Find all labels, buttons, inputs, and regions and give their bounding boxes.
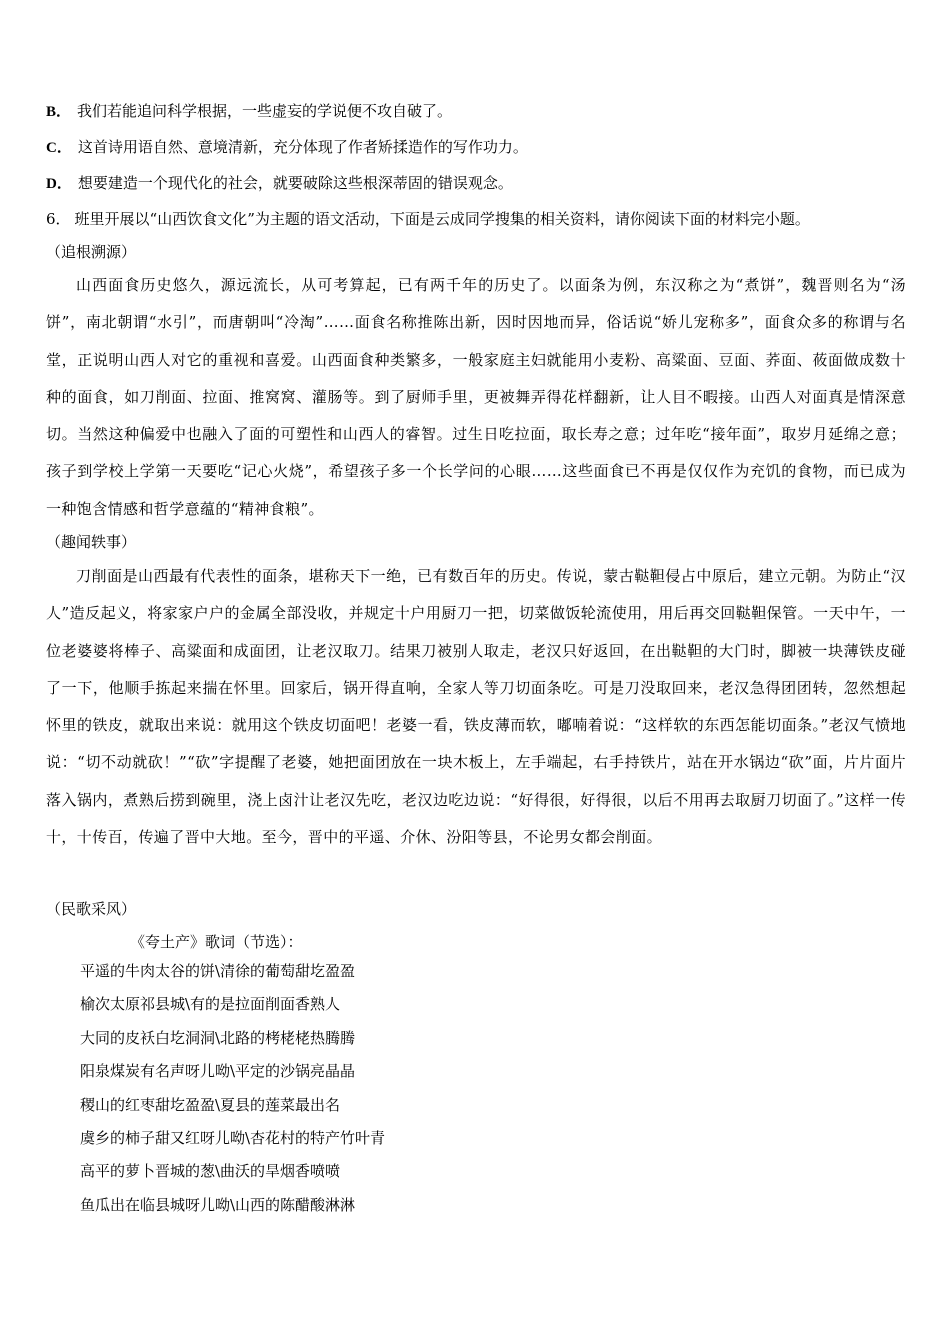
option-text: 这首诗用语自然、意境清新，充分体现了作者矫揉造作的写作功力。 [77,138,528,156]
lyric-line: 阳泉煤炭有名声呀儿呦\平定的沙锅亮晶晶 [80,1062,356,1081]
option-letter: D． [46,176,72,192]
section-heading-origin: （追根溯源） [46,243,137,261]
song-title: 《夸土产》歌词（节选）： [130,933,303,951]
lyrics-list [80,961,385,1228]
lyric-line: 榆次太原祁县城\有的是拉面削面香熟人 [80,995,341,1014]
option-text: 我们若能追问科学根据，一些虚妄的学说便不攻自破了。 [77,102,453,120]
lyric-line: 大同的皮袄白圪洞洞\北路的栲栳栳热腾腾 [80,1028,356,1047]
option-d[interactable] [46,173,513,194]
lyric-line: 高平的萝卜晋城的葱\曲沃的旱烟香喷喷 [80,1162,341,1181]
section-heading-anecdote: （趣闻轶事） [46,533,137,551]
lyric-line: 平遥的牛肉太谷的饼\清徐的葡萄甜圪盈盈 [80,962,356,980]
lyric-line: 稷山的红枣甜圪盈盈\夏县的莲菜最出名 [80,1095,341,1114]
option-text: 想要建造一个现代化的社会，就要破除这些根深蒂固的错误观念。 [77,174,513,192]
option-letter: B． [46,104,72,120]
section-body-origin: 山西面食历史悠久，源远流长，从可考算起，已有两千年的历史了。以面条为例，东汉称之为“煮饼”，魏晋则名为“汤饼”，南北朝谓“水引”，而唐朝叫“冷淘”……面食名称推陈出新，因时因地而异，俗话说“娇儿宠称多”，面食众多的称谓与名堂，正说明山西人对它的重视和喜爱。山西面食种类繁多，一般家庭主妇就能用小麦粉、高粱面、豆面、荞面、莜面做成数十种的面食，如刀削面、拉面、推窝窝、灌肠等。到了厨师手里，更被舞弄得花样翻新，让人目不暇接。山西人对面真是情深意切。当然这种偏爱中也融入了面的可塑性和山西人的睿智。过生日吃拉面，取长寿之意；过年吃“接年面”，取岁月延绵之意；孩子到学校上学第一天要吃“记心火烧”，希望孩子多一个长学问的心眼……这些面食已不再是仅仅作为充饥的食物，而已成为一种饱含情感和哲学意蕴的“精神食粮”。 [46,276,906,518]
option-b[interactable] [46,101,452,122]
question-number: 6． [46,210,71,228]
option-c[interactable] [46,137,528,158]
section-heading-folk: （民歌采风） [46,900,137,918]
lyric-line: 鱼瓜出在临县城呀儿呦\山西的陈醋酸淋淋 [80,1195,356,1214]
question-text: 班里开展以“山西饮食文化”为主题的语文活动，下面是云成同学搜集的相关资料，请你阅读下面的材料完小题。 [74,210,810,228]
lyric-line: 虞乡的柿子甜又红呀儿呦\杏花村的特产竹叶青 [80,1128,386,1147]
option-letter: C． [46,140,72,156]
question-6-prompt [46,209,810,229]
section-body-anecdote: 刀削面是山西最有代表性的面条，堪称天下一绝，已有数百年的历史。传说，蒙古鞑靼侵占中原后，建立元朝。为防止“汉人”造反起义，将家家户户的金属全部没收，并规定十户用厨刀一把，切菜做饭轮流使用，用后再交回鞑靼保管。一天中午，一位老婆婆将棒子、高粱面和成面团，让老汉取刀。结果刀被别人取走，老汉只好返回，在出鞑靼的大门时，脚被一块薄铁皮碰了一下，他顺手拣起来揣在怀里。回家后，锅开得直响，全家人等刀切面条吃。可是刀没取回来，老汉急得团团转，忽然想起怀里的铁皮，就取出来说：就用这个铁皮切面吧！老婆一看，铁皮薄而软，嘟喃着说：“这样软的东西怎能切面条。”老汉气愤地说：“切不动就砍！”“砍”字提醒了老婆，她把面团放在一块木板上，左手端起，右手持铁片，站在开水锅边“砍”面，片片面片落入锅内，煮熟后捞到碗里，浇上卤汁让老汉先吃，老汉边吃边说：“好得很，好得很，以后不用再去取厨刀切面了。”这样一传十，十传百，传遍了晋中大地。至今，晋中的平遥、介休、汾阳等县，不论男女都会削面。 [46,567,906,847]
